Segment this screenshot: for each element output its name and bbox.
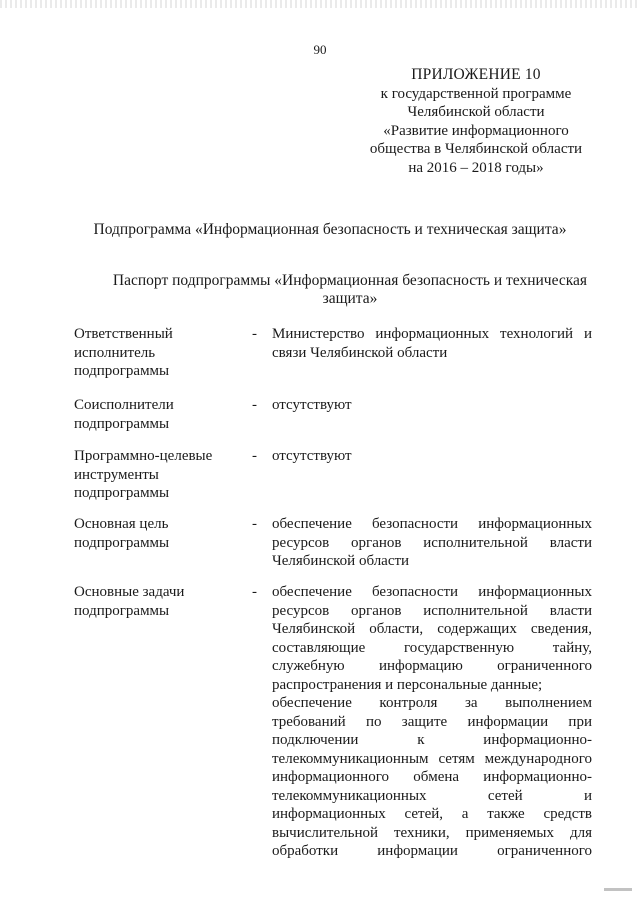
page-number: 90 [313,42,327,57]
field-label-main-tasks [74,583,254,620]
field-value-line: связи Челябинской области [272,344,448,361]
field-label-line: Программно-целевые [74,448,213,464]
field-label-line: подпрограммы [74,534,170,551]
field-label-line: Основная цель [74,516,169,532]
field-value-coexecutors [272,396,592,415]
field-value-line: составляющие государственную тайну, [272,639,592,656]
scan-artifact-mark [604,888,632,891]
field-value-line: информационного обмена информационно- [272,769,592,785]
field-value-line: обеспечение безопасности информационных [272,584,592,600]
scan-artifact-top [0,0,640,8]
field-value-line: ресурсов органов исполнительной власти [272,602,592,619]
field-value-line: информационных сетей, а также средств [272,806,592,822]
field-dash: - [252,326,257,342]
field-label-line: исполнитель [74,344,156,361]
field-value-line: обеспечение безопасности информационных [272,516,592,532]
field-value-line: ресурсов органов исполнительной власти [272,534,592,551]
field-label-responsible [74,325,254,381]
passport-title [100,272,600,308]
field-label-line: Основные задачи [74,584,185,600]
field-value-line: вычислительной техники, применяемых для [272,824,592,841]
appendix-line: к государственной программе [380,85,572,102]
field-label-line: Соисполнители [74,397,174,413]
field-value-line: служебную информацию ограниченного [272,658,592,674]
field-label-coexecutors [74,396,254,433]
field-value-line: Челябинской области, содержащих сведения, [272,621,592,637]
field-value-line: распространения и персональные данные; [272,676,543,693]
field-value-line: требований по защите информации при [272,713,592,730]
field-label-line: подпрограммы [74,415,170,432]
field-value-line: телекоммуникационным сетям международного [272,750,592,767]
field-dash: - [252,584,257,600]
passport-title-line: защита» [322,290,378,307]
field-dash: - [252,448,257,464]
field-value-line: телекоммуникационных сетей и [272,787,592,804]
field-value-line: отсутствуют [272,397,352,413]
field-value-line: Министерство информационных технологий и [272,326,592,342]
field-dash: - [252,516,257,532]
appendix-line: на 2016 – 2018 годы» [408,159,544,176]
field-value-line: обработки информации ограниченного [272,843,592,859]
field-value-main-tasks [272,583,592,861]
field-value-responsible [272,325,592,362]
appendix-line: Челябинской области [407,104,545,120]
field-dash: - [252,397,257,413]
field-label-line: подпрограммы [74,485,170,501]
field-value-line: Челябинской области [272,553,410,569]
field-label-line: подпрограммы [74,363,170,379]
appendix-line: общества в Челябинской области [369,141,583,157]
appendix-header [340,66,612,177]
field-label-line: инструменты [74,466,159,483]
field-value-line: отсутствуют [272,448,352,464]
field-label-main-goal [74,515,254,552]
field-label-instruments [74,447,254,503]
field-label-line: подпрограммы [74,602,170,619]
appendix-line: «Развитие информационного [383,122,569,139]
field-label-line: Ответственный [74,326,173,342]
field-value-line: обеспечение контроля за выполнением [272,695,592,711]
field-value-main-goal [272,515,592,571]
appendix-line: ПРИЛОЖЕНИЕ 10 [411,66,541,83]
field-value-instruments [272,447,592,466]
subprogram-title: Подпрограмма «Информационная безопасность и техническая защита» [93,221,567,238]
passport-title-line: Паспорт подпрограммы «Информационная безопасность и техническая [112,272,588,289]
field-value-line: подключении к информационно- [272,732,592,748]
